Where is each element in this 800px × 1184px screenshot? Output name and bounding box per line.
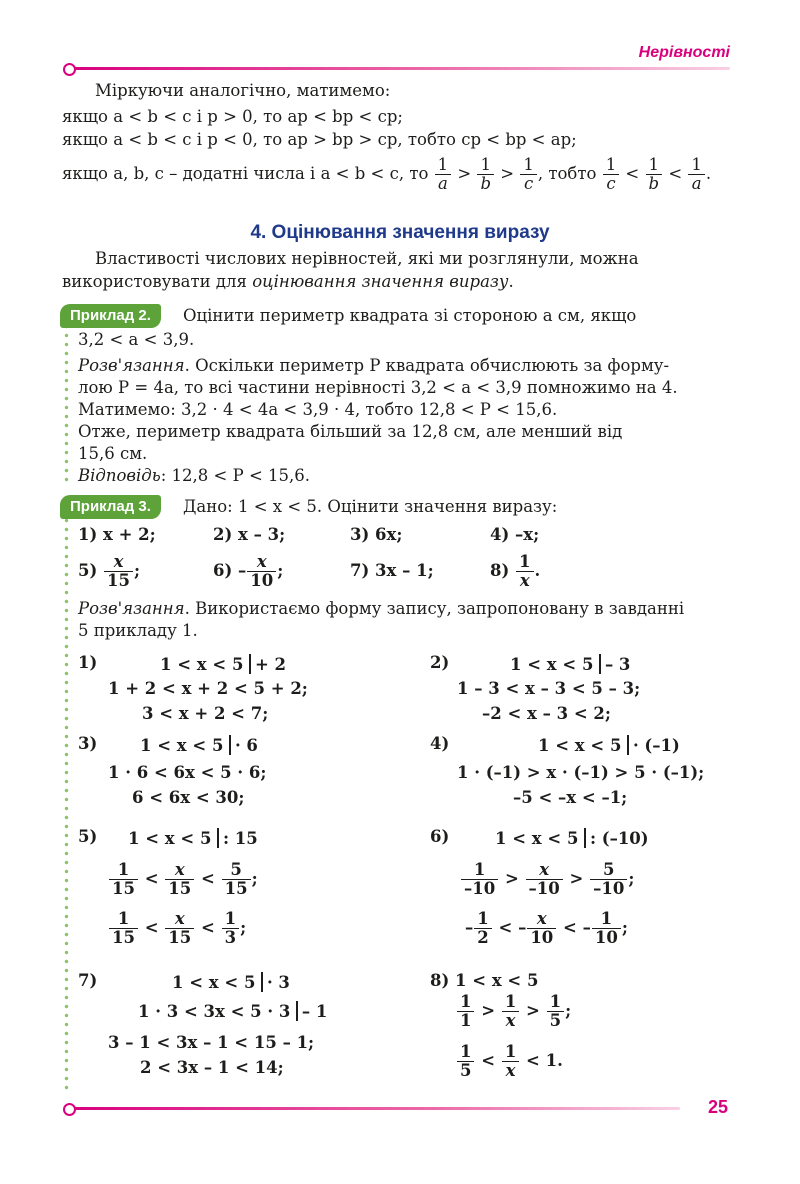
- solution-4-line-2: 1 · (–1) > x · (–1) > 5 · (–1);: [457, 763, 705, 782]
- solution-7-line-1: 1 < x < 5 · 3: [172, 973, 290, 992]
- intro-line-4: якщо a, b, c – додатні числа і a < b < c, то $\frac{1}{a}$ > $\frac{1}{b}$ > $\frac{1}{c}$ , тобто $\frac{1}{c}$ < $\frac{1}{b}$ < $\frac{1}{a}$ .: [62, 154, 712, 193]
- intro-line-3: якщо a < b < c і p < 0, то ap > bp > cp, тобто cp < bp < ap;: [62, 130, 577, 149]
- fraction-1-c-2: $\frac{1}{c}$: [603, 156, 620, 194]
- solution-4-line-3: –5 < –x < –1;: [513, 788, 628, 807]
- footer-rule-ring: [63, 1103, 76, 1116]
- solution-5-line-3: $\frac{1}{15}$ < $\frac{x}{15}$ < $\frac{1}{3}$ ;: [108, 905, 246, 951]
- solution-6-line-1: 1 < x < 5 : (–10): [495, 829, 649, 848]
- example-2-solution-line-3: Матимемо: 3,2 · 4 < 4a < 3,9 · 4, тобто 12,8 < P < 15,6.: [78, 400, 558, 419]
- solution-4-number: 4): [430, 734, 450, 753]
- example-3-item-5: 5) $\frac{x}{15}$ ;: [78, 551, 141, 590]
- solution-7-line-2: 1 · 3 < 3x < 5 · 3 – 1: [138, 1002, 328, 1021]
- example-3-solution-line-2: 5 прикладу 1.: [78, 621, 198, 640]
- example-3-item-3: 3) 6x;: [350, 525, 403, 544]
- solution-7-line-3: 3 – 1 < 3x – 1 < 15 – 1;: [108, 1033, 315, 1052]
- example-3-badge: Приклад 3.: [60, 495, 161, 519]
- solution-6-line-2: $\frac{1}{-10}$ > $\frac{x}{-10}$ > $\frac{5}{-10}$ ;: [460, 856, 634, 902]
- example-2-solution-line-4: Отже, периметр квадрата більший за 12,8 см, але менший від: [78, 422, 623, 441]
- solution-1-line-3: 3 < x + 2 < 7;: [142, 704, 269, 723]
- example-3-item-8: 8) $\frac{1}{x}$ .: [490, 551, 541, 590]
- fraction-1-c: $\frac{1}{c}$: [520, 156, 537, 194]
- example-2-solution-line-1: Розв'язання. Оскільки периметр P квадрата обчислюють за форму-: [78, 356, 670, 375]
- example-3-item-1: 1) x + 2;: [78, 525, 156, 544]
- example-3-dots: [64, 516, 69, 1090]
- solution-3-number: 3): [78, 734, 98, 753]
- solution-2-line-1: 1 < x < 5 – 3: [510, 655, 631, 674]
- intro-line-2: якщо a < b < c і p > 0, то ap < bp < cp;: [62, 107, 403, 126]
- solution-2-line-3: –2 < x – 3 < 2;: [482, 704, 611, 723]
- example-3-item-7: 7) 3x – 1;: [350, 561, 434, 580]
- solution-6-number: 6): [430, 827, 450, 846]
- solution-8-number: 8) 1 < x < 5: [430, 971, 539, 990]
- solution-4-line-1: 1 < x < 5 · (–1): [538, 736, 680, 755]
- solution-3-line-3: 6 < 6x < 30;: [132, 788, 245, 807]
- example-3-task: Дано: 1 < x < 5. Оцінити значення виразу:: [183, 497, 558, 516]
- section-para-line-1: Властивості числових нерівностей, які ми розглянули, можна: [95, 249, 639, 268]
- running-title: Нерівності: [638, 44, 730, 61]
- example-2-badge: Приклад 2.: [60, 304, 161, 328]
- footer-rule: [70, 1107, 680, 1110]
- solution-8-line-3: $\frac{1}{5}$ < $\frac{1}{x}$ < 1.: [456, 1038, 563, 1084]
- solution-1-line-1: 1 < x < 5 + 2: [160, 655, 286, 674]
- solution-1-line-2: 1 + 2 < x + 2 < 5 + 2;: [108, 679, 308, 698]
- example-2-solution-line-5: 15,6 см.: [78, 444, 148, 463]
- solution-5-line-1: 1 < x < 5 : 15: [128, 829, 258, 848]
- example-2-solution-line-2: лою P = 4a, то всі частини нерівності 3,2 < a < 3,9 помножимо на 4.: [78, 378, 678, 397]
- fraction-1-b-2: $\frac{1}{b}$: [646, 156, 663, 194]
- intro-line-1: Міркуючи аналогічно, матимемо:: [95, 81, 391, 100]
- solution-1-number: 1): [78, 653, 98, 672]
- example-2-dots: [64, 322, 69, 482]
- solution-7-number: 7): [78, 971, 98, 990]
- example-3-item-4: 4) –x;: [490, 525, 540, 544]
- example-2-answer: Відповідь: 12,8 < P < 15,6.: [78, 466, 311, 485]
- example-2-task-line-2: 3,2 < a < 3,9.: [78, 330, 195, 349]
- solution-5-number: 5): [78, 827, 98, 846]
- fraction-1-b: $\frac{1}{b}$: [477, 156, 494, 194]
- section-heading: 4. Оцінювання значення виразу: [250, 222, 550, 243]
- section-para-line-2: використовувати для оцінювання значення виразу.: [62, 272, 514, 291]
- example-3-item-2: 2) x – 3;: [213, 525, 286, 544]
- page-number: 25: [708, 1097, 729, 1117]
- solution-2-number: 2): [430, 653, 450, 672]
- header-rule: [70, 67, 730, 70]
- solution-6-line-3: – $\frac{1}{2}$ < – $\frac{x}{10}$ < – $\frac{1}{10}$ ;: [465, 908, 628, 947]
- example-3-item-6: 6) – $\frac{x}{10}$ ;: [213, 551, 284, 590]
- example-3-solution-line-1: Розв'язання. Використаємо форму запису, запропоновану в завданні: [78, 599, 685, 618]
- fraction-1-a: $\frac{1}{a}$: [435, 156, 452, 194]
- header-rule-ring: [63, 63, 76, 76]
- solution-3-line-2: 1 · 6 < 6x < 5 · 6;: [108, 763, 267, 782]
- solution-5-line-2: $\frac{1}{15}$ < $\frac{x}{15}$ < $\frac{5}{15}$ ;: [108, 856, 258, 902]
- solution-2-line-2: 1 – 3 < x – 3 < 5 – 3;: [457, 679, 641, 698]
- solution-8-line-2: $\frac{1}{1}$ > $\frac{1}{x}$ > $\frac{1}{5}$ ;: [456, 988, 571, 1034]
- solution-3-line-1: 1 < x < 5 · 6: [140, 736, 258, 755]
- fraction-1-a-2: $\frac{1}{a}$: [688, 156, 705, 194]
- example-2-task-line-1: Оцінити периметр квадрата зі стороною a см, якщо: [183, 306, 637, 325]
- solution-7-line-4: 2 < 3x – 1 < 14;: [140, 1058, 284, 1077]
